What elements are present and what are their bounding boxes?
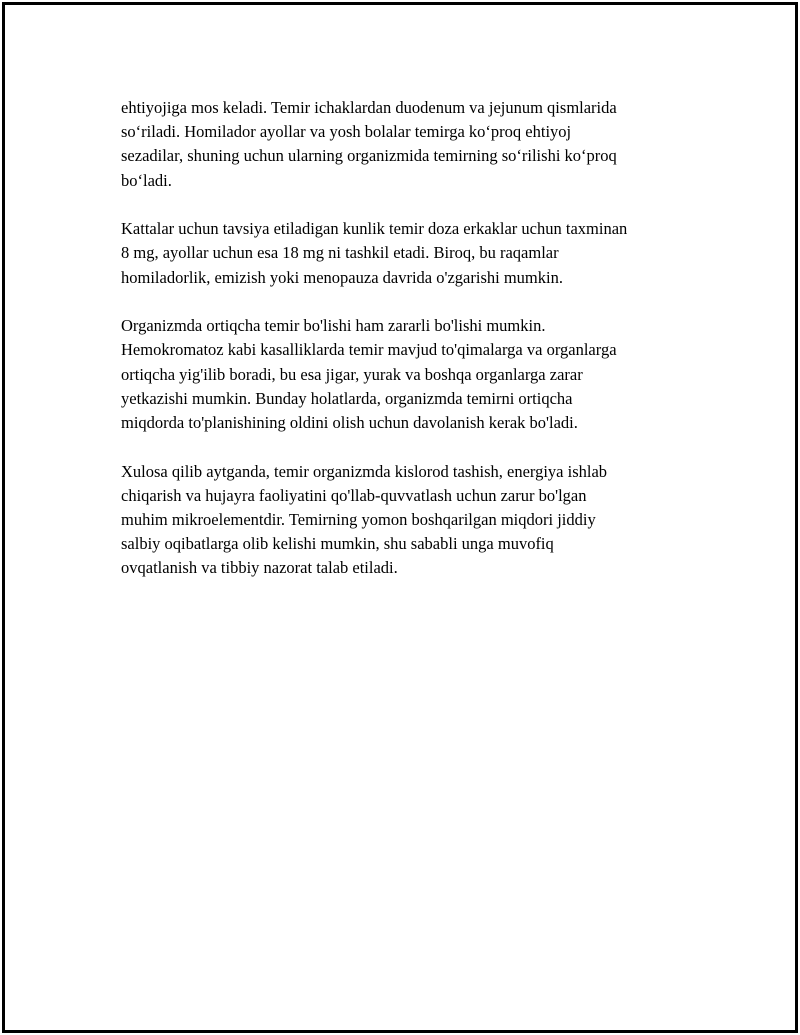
paragraph-line: 8 mg, ayollar uchun esa 18 mg ni tashkil etadi. Biroq, bu raqamlar xyxy=(121,243,559,263)
paragraph-line: sezadilar, shuning uchun ularning organizmida temirning so‘rilishi ko‘proq xyxy=(121,146,617,166)
page-frame xyxy=(2,2,798,1033)
paragraph-line: ehtiyojiga mos keladi. Temir ichaklardan duodenum va jejunum qismlarida xyxy=(121,98,617,117)
paragraph-line: ortiqcha yig'ilib boradi, bu esa jigar, yurak va boshqa organlarga zarar xyxy=(121,364,583,384)
paragraph-3 xyxy=(121,314,701,435)
paragraph-4 xyxy=(121,460,701,581)
paragraph-1 xyxy=(121,96,701,193)
paragraph-line: homiladorlik, emizish yoki menopauza davrida o'zgarishi mumkin. xyxy=(121,267,563,287)
paragraph-line: Hemokromatoz kabi kasalliklarda temir mavjud to'qimalarga va organlarga xyxy=(121,340,617,360)
paragraph-line: yetkazishi mumkin. Bunday holatlarda, organizmda temirni ortiqcha xyxy=(121,388,573,408)
paragraph-2 xyxy=(121,217,701,290)
paragraph-line: so‘riladi. Homilador ayollar va yosh bolalar temirga ko‘proq ehtiyoj xyxy=(121,122,572,142)
paragraph-line: ovqatlanish va tibbiy nazorat talab etiladi. xyxy=(121,558,398,578)
document-body xyxy=(121,96,701,605)
paragraph-line: Organizmda ortiqcha temir bo'lishi ham zararli bo'lishi mumkin. xyxy=(121,316,546,336)
paragraph-line: miqdorda to'planishining oldini olish uchun davolanish kerak bo'ladi. xyxy=(121,413,578,433)
paragraph-line: bo‘ladi. xyxy=(121,170,172,190)
paragraph-line: salbiy oqibatlarga olib kelishi mumkin, shu sababli unga muvofiq xyxy=(121,534,554,554)
paragraph-line: chiqarish va hujayra faoliyatini qo'llab-quvvatlash uchun zarur bo'lgan xyxy=(121,485,587,505)
paragraph-line: Kattalar uchun tavsiya etiladigan kunlik temir doza erkaklar uchun taxminan xyxy=(121,219,628,239)
paragraph-line: muhim mikroelementdir. Temirning yomon boshqarilgan miqdori jiddiy xyxy=(121,510,596,530)
paragraph-line: Xulosa qilib aytganda, temir organizmda kislorod tashish, energiya ishlab xyxy=(121,461,608,481)
